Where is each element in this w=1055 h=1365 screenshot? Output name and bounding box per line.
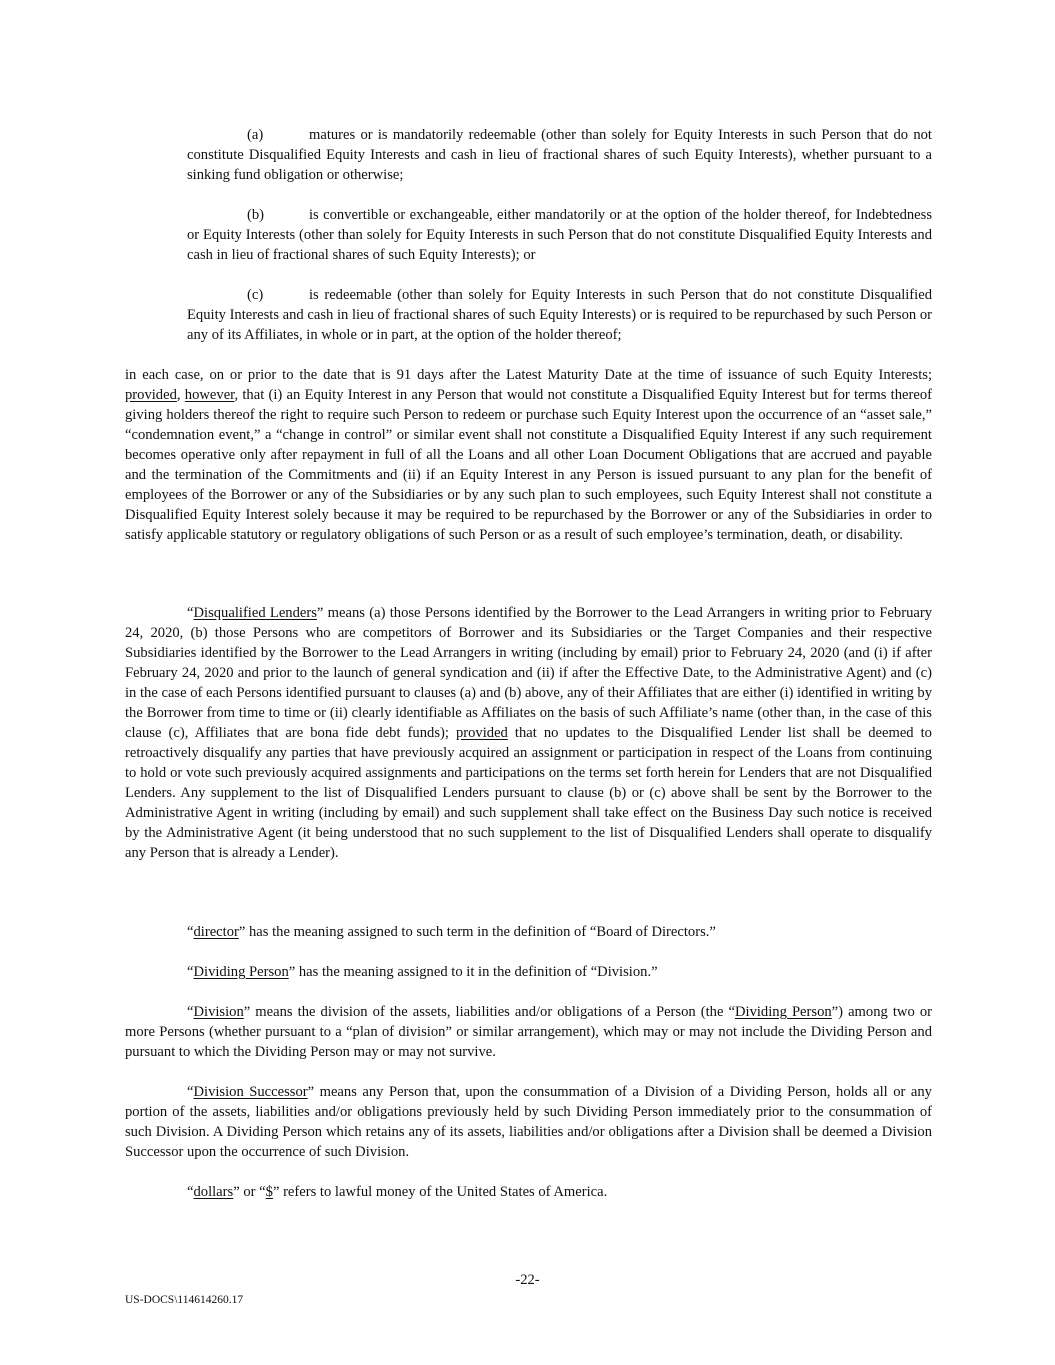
- clause-b: [187, 205, 932, 265]
- definition-director: [125, 922, 932, 942]
- definition-text: ” has the meaning assigned to it in the definition of “Division.”: [288, 964, 658, 980]
- continuation-text-2: , that (i) an Equity Interest in any Person that would not constitute a Disqualified Equity Interest but for terms thereof giving holders thereof the right to require such Person to redeem or purchase such Equity Interest upon the occurrence of an “asset sale,” “condemnation event,” a “change in control” or similar event shall not constitute a Disqualified Equity Interest if any such requirement becomes operative only after repayment in full of all the Loans and all other Loan Document Obligations that are accrued and payable and the termination of the Commitments and (ii) if an Equity Interest in any Person is issued pursuant to any plan for the benefit of employees of the Borrower or any of the Subsidiaries or by any such plan to such employees, such Equity Interest shall not constitute a Disqualified Equity Interest solely because it may be required to be repurchased by the Borrower or any of the Subsidiaries in order to satisfy applicable statutory or regulatory obligations of such Person or as a result of such employee’s termination, death, or disability.: [125, 387, 932, 543]
- defined-term-disqualified-lenders: Disqualified Lenders: [193, 605, 317, 621]
- provided-term: provided: [125, 387, 177, 403]
- continuation-comma: ,: [176, 387, 185, 403]
- clause-c-text: is redeemable (other than solely for Equity Interests in such Person that do not constitute Disqualified Equity Interests and cash in lieu of fractional shares of such Equity Interests) or is required to be repurchased by such Person or any of its Affiliates, in whole or in part, at the option of the holder thereof;: [187, 287, 932, 343]
- open-quote: “: [187, 1004, 194, 1020]
- definition-text-1: ” means (a) those Persons identified by the Borrower to the Lead Arrangers in writing prior to February 24, 2020, (b) those Persons who are competitors of Borrower and its Subsidiaries or the Target Companies and their respective Subsidiaries identified by the Borrower to the Lead Arrangers in writing (including by email) prior to February 24, 2020 (and (i) if after February 24, 2020 and prior to the launch of general syndication and (ii) if after the Effective Date, to the Administrative Agent) and (c) in the case of each Persons identified pursuant to clauses (a) and (b) above, any of their Affiliates that are either (i) identified in writing by the Borrower from time to time or (ii) clearly identifiable as Affiliates on the basis of such Affiliate’s name (other than, in the case of this clause (c), Affiliates that are bona fide debt funds);: [125, 605, 932, 741]
- document-id: US-DOCS\114614260.17: [125, 1294, 244, 1306]
- defined-term-division-successor: Division Successor: [193, 1084, 308, 1100]
- continuation-paragraph: [125, 365, 932, 545]
- clause-c: [187, 285, 932, 345]
- defined-term-dollar-sign: $: [265, 1184, 273, 1200]
- however-term: however: [184, 387, 235, 403]
- definition-text: ” means any Person that, upon the consummation of a Division of a Dividing Person, holds all or any portion of the assets, liabilities and/or obligations previously held by such Dividing Person immediately prior to the consummation of such Division. A Dividing Person which retains any of its assets, liabilities and/or obligations after a Division shall be deemed a Division Successor upon the occurrence of such Division.: [125, 1084, 932, 1160]
- inner-term-dividing-person: Dividing Person: [734, 1004, 832, 1020]
- defined-term-dollars: dollars: [193, 1184, 234, 1200]
- clause-c-label: (c): [247, 287, 264, 303]
- definition-division: [125, 1002, 932, 1062]
- definition-dividing-person: [125, 962, 932, 982]
- clause-b-text: is convertible or exchangeable, either mandatorily or at the option of the holder thereof, for Indebtedness or Equity Interests (other than solely for Equity Interests in such Person that do not constitute Disqualified Equity Interests and cash in lieu of fractional shares of such Equity Interests); or: [187, 207, 932, 263]
- page-number: -22-: [515, 1272, 540, 1288]
- clause-a-text: matures or is mandatorily redeemable (other than solely for Equity Interests in such Person that do not constitute Disqualified Equity Interests and cash in lieu of fractional shares of such Equity Interests), whether pursuant to a sinking fund obligation or otherwise;: [187, 127, 932, 183]
- open-quote: “: [187, 964, 194, 980]
- open-quote: “: [187, 924, 194, 940]
- definition-text-1: ” means the division of the assets, liabilities and/or obligations of a Person (the “: [243, 1004, 735, 1020]
- definition-division-successor: [125, 1082, 932, 1162]
- definition-dollars: [125, 1182, 932, 1202]
- clause-b-label: (b): [247, 207, 265, 223]
- continuation-text-1: in each case, on or prior to the date that is 91 days after the Latest Maturity Date at the time of issuance of such Equity Interests;: [125, 367, 932, 383]
- defined-term-division: Division: [193, 1004, 244, 1020]
- clause-a-label: (a): [247, 127, 264, 143]
- defined-term-director: director: [193, 924, 239, 940]
- definition-text-2: ”) among two or more Persons (whether pursuant to a “plan of division” or similar arrangement), which may or may not include the Dividing Person and pursuant to which the Dividing Person may or may not survive.: [125, 1004, 932, 1060]
- open-quote: “: [187, 605, 194, 621]
- definition-disqualified-lenders: [125, 603, 932, 863]
- provided-term: provided: [455, 725, 508, 741]
- clause-a: [187, 125, 932, 185]
- open-quote: “: [187, 1084, 194, 1100]
- definition-text-mid: ” or “: [233, 1184, 266, 1200]
- open-quote: “: [187, 1184, 194, 1200]
- defined-term-dividing-person: Dividing Person: [193, 964, 289, 980]
- definition-text: ” has the meaning assigned to such term in the definition of “Board of Directors.”: [238, 924, 716, 940]
- definition-text: ” refers to lawful money of the United States of America.: [272, 1184, 608, 1200]
- definition-text-2: that no updates to the Disqualified Lender list shall be deemed to retroactively disqualify any parties that have previously acquired an assignment or participation in respect of the Loans from continuing to hold or vote such previously acquired assignments and participations on the terms set forth herein for Lenders that are not Disqualified Lenders. Any supplement to the list of Disqualified Lenders pursuant to clause (b) or (c) above shall be sent by the Borrower to the Administrative Agent in writing (including by email) and such supplement shall take effect on the Business Day such notice is received by the Administrative Agent (it being understood that no such supplement to the list of Disqualified Lenders shall operate to disqualify any Person that is already a Lender).: [125, 725, 932, 861]
